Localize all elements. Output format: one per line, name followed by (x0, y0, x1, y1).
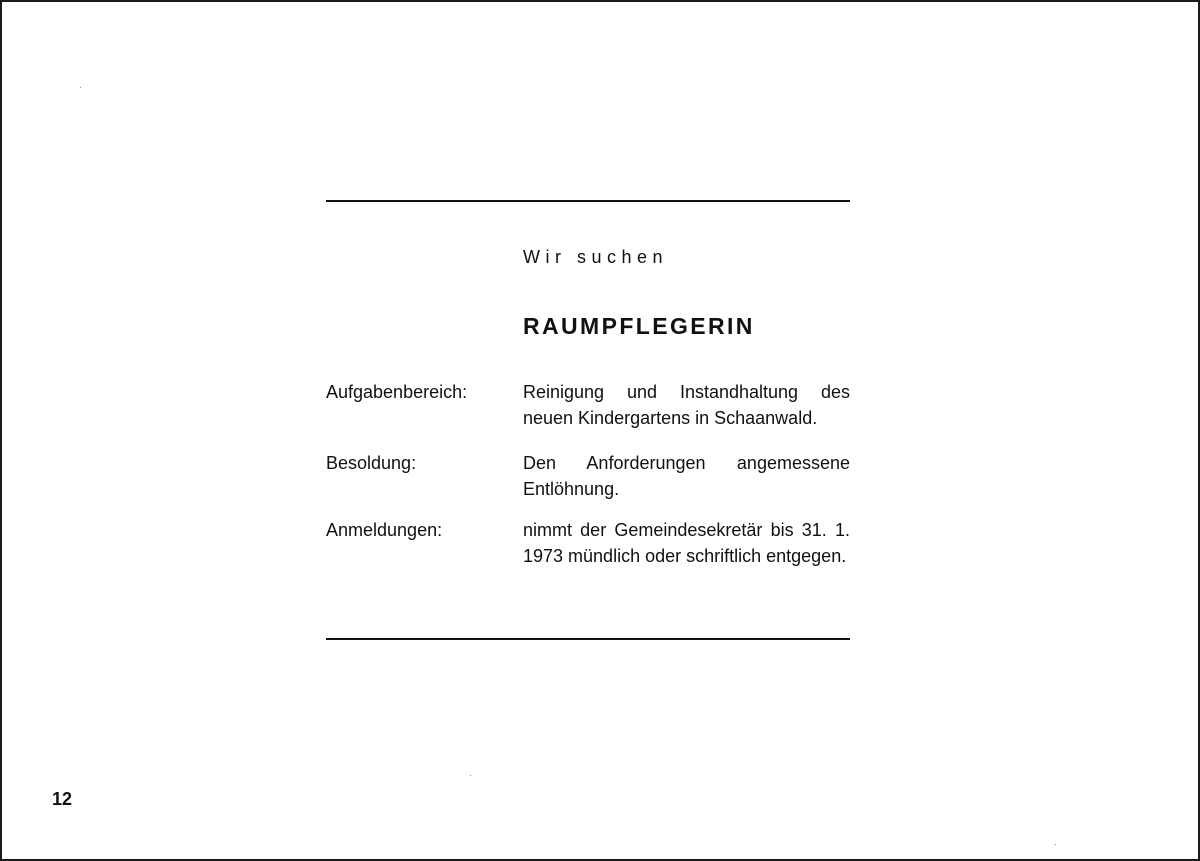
scan-speck (470, 775, 471, 776)
bottom-divider (326, 638, 850, 640)
ad-job-title: RAUMPFLEGERIN (523, 313, 755, 339)
scan-speck (1055, 844, 1056, 845)
page-number: 12 (52, 789, 73, 809)
scan-speck (80, 87, 81, 88)
entry-label-besoldung: Besoldung: (326, 453, 417, 473)
entry-label-aufgabenbereich: Aufgabenbereich: (326, 382, 468, 402)
entry-value-besoldung: Den Anforderungen angemessene Entlöhnung. (523, 453, 850, 499)
entry-value-anmeldungen: nimmt der Gemeindesekretär bis 31. 1. 1973 mündlich oder schriftlich entgegen. (523, 520, 850, 566)
entry-value-aufgabenbereich: Reinigung und Instandhaltung des neuen Kindergartens in Schaanwald. (523, 382, 850, 428)
top-divider (326, 200, 850, 202)
ad-intro-text: Wir suchen (523, 247, 669, 267)
entry-label-anmeldungen: Anmeldungen: (326, 520, 443, 540)
